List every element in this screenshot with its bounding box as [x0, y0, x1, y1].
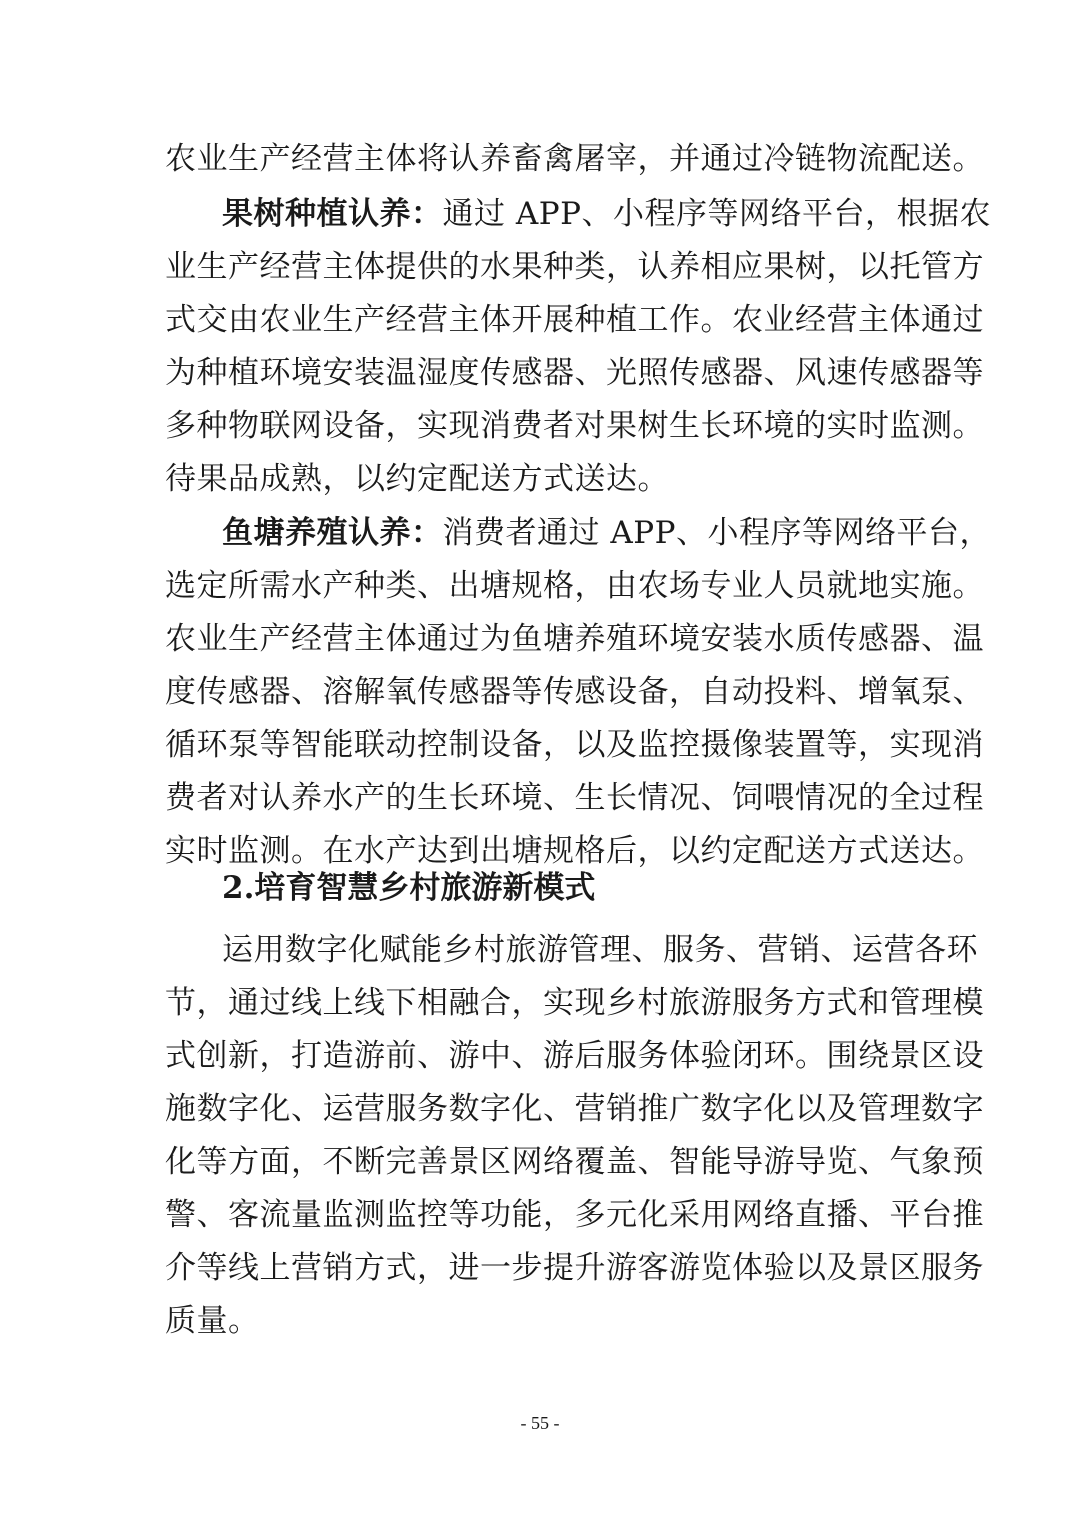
paragraph-line: 农业生产经营主体通过为鱼塘养殖环境安装水质传感器、温 — [165, 621, 984, 657]
paragraph-line: 业生产经营主体提供的水果种类，认养相应果树，以托管方 — [165, 249, 984, 285]
paragraph-line: 式创新，打造游前、游中、游后服务体验闭环。围绕景区设 — [165, 1038, 984, 1074]
fruit-tree-first-line-text: 通过 APP、小程序等网络平台，根据农 — [442, 196, 991, 232]
fruit-tree-first-line — [222, 188, 991, 240]
paragraph-line: 农业生产经营主体将认养畜禽屠宰，并通过冷链物流配送。 — [165, 141, 984, 177]
paragraph-line: 多种物联网设备，实现消费者对果树生长环境的实时监测。 — [165, 408, 984, 444]
section-heading: 2.培育智慧乡村旅游新模式 — [222, 870, 596, 906]
fish-pond-label: 鱼塘养殖认养： — [222, 515, 443, 551]
paragraph-line: 警、客流量监测监控等功能，多元化采用网络直播、平台推 — [165, 1197, 984, 1233]
paragraph-line: 为种植环境安装温湿度传感器、光照传感器、风速传感器等 — [165, 355, 984, 391]
paragraph-line: 节，通过线上线下相融合，实现乡村旅游服务方式和管理模 — [165, 985, 984, 1021]
paragraph-line: 实时监测。在水产达到出塘规格后，以约定配送方式送达。 — [165, 833, 984, 869]
paragraph-line: 施数字化、运营服务数字化、营销推广数字化以及管理数字 — [165, 1091, 984, 1127]
fruit-tree-label: 果树种植认养： — [222, 196, 443, 232]
fish-pond-first-line — [222, 507, 991, 559]
paragraph-line: 质量。 — [165, 1303, 260, 1339]
paragraph-line: 式交由农业生产经营主体开展种植工作。农业经营主体通过 — [165, 302, 984, 338]
paragraph-line: 介等线上营销方式，进一步提升游客游览体验以及景区服务 — [165, 1250, 984, 1286]
page-number: - 55 - — [520, 1413, 560, 1433]
paragraph-line: 循环泵等智能联动控制设备，以及监控摄像装置等，实现消 — [165, 727, 984, 763]
tourism-first-line: 运用数字化赋能乡村旅游管理、服务、营销、运营各环 — [222, 932, 978, 968]
fish-pond-first-line-text: 消费者通过 APP、小程序等网络平台， — [442, 515, 991, 551]
paragraph-line: 度传感器、溶解氧传感器等传感设备，自动投料、增氧泵、 — [165, 674, 984, 710]
paragraph-line: 化等方面，不断完善景区网络覆盖、智能导游导览、气象预 — [165, 1144, 984, 1180]
paragraph-line: 费者对认养水产的生长环境、生长情况、饲喂情况的全过程 — [165, 780, 984, 816]
paragraph-line: 选定所需水产种类、出塘规格，由农场专业人员就地实施。 — [165, 568, 984, 604]
paragraph-line: 待果品成熟，以约定配送方式送达。 — [165, 461, 669, 497]
